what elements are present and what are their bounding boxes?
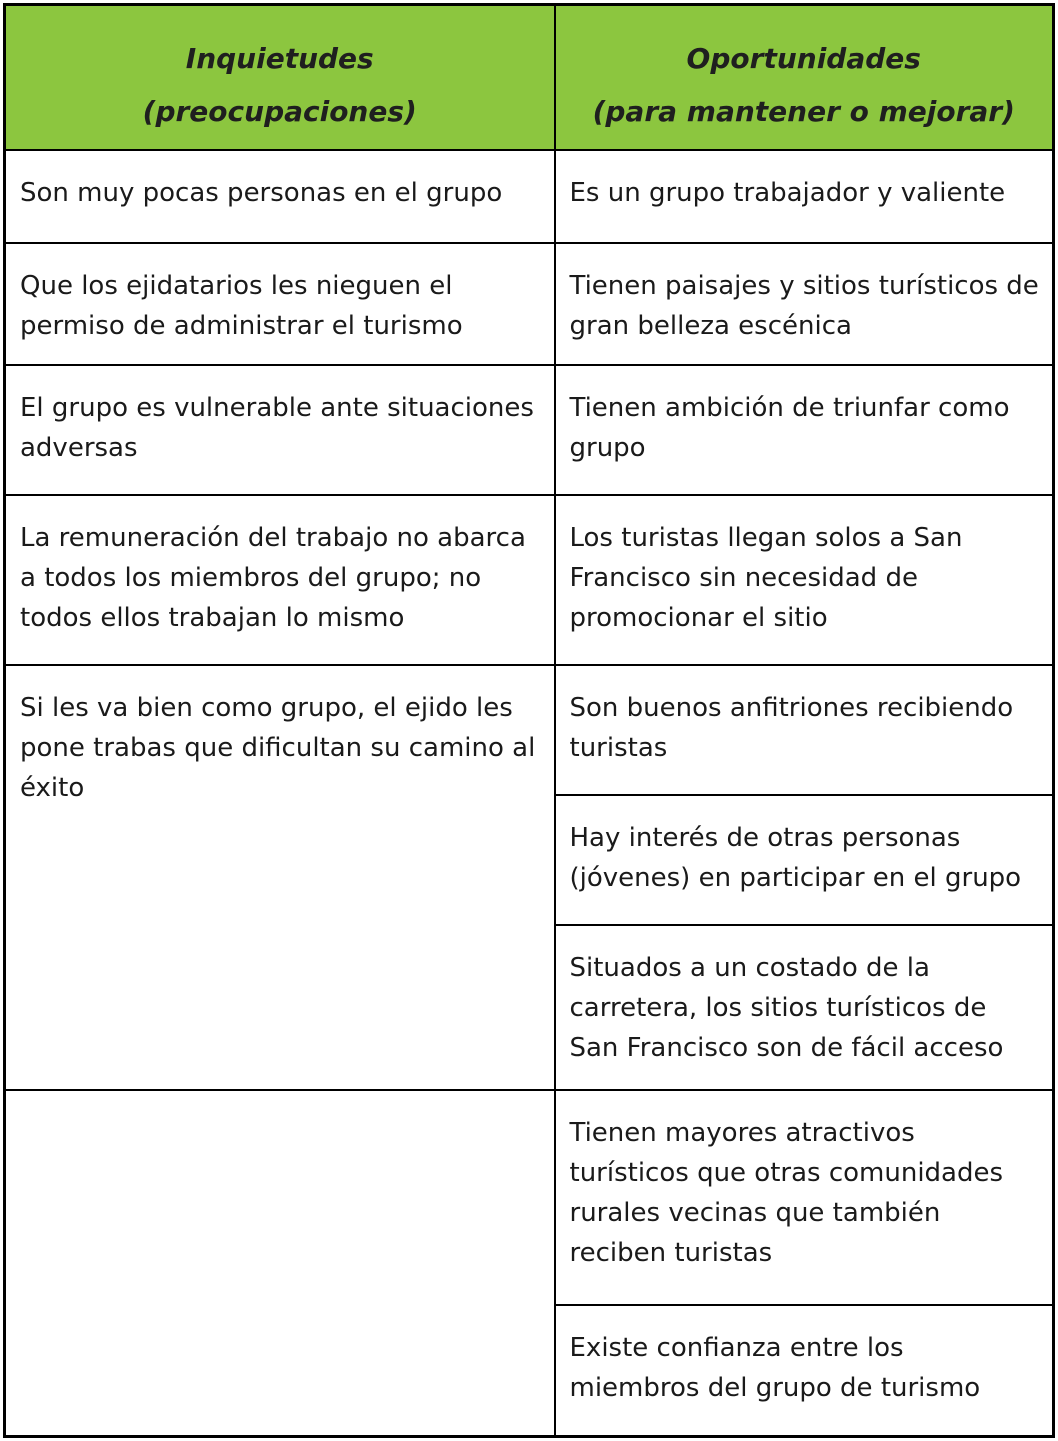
header-subtitle-inquietudes: (preocupaciones) [142,95,417,128]
oportunidad-cell: Tienen paisajes y sitios turísticos de gran belleza escénica [555,243,1054,365]
oportunidad-cell: Son buenos anfitriones recibiendo turistas [555,665,1054,795]
header-cell-inquietudes [5,5,555,150]
oportunidad-cell: Existe confianza entre los miembros del grupo de turismo [555,1305,1054,1437]
oportunidad-cell: Tienen mayores atractivos turísticos que otras comunidades rurales vecinas que también reciben turistas [555,1090,1054,1305]
oportunidad-cell: Hay interés de otras personas (jóvenes) en participar en el grupo [555,795,1054,925]
header-cell-oportunidades [555,5,1054,150]
table-row [5,665,1054,795]
table-row [5,150,1054,243]
inquietud-cell: El grupo es vulnerable ante situaciones adversas [5,365,555,495]
inquietud-cell: Son muy pocas personas en el grupo [5,150,555,243]
oportunidad-cell: Los turistas llegan solos a San Francisco sin necesidad de promocionar el sitio [555,495,1054,665]
inquietud-cell: Si les va bien como grupo, el ejido les pone trabas que dificultan su camino al éxito [5,665,555,1090]
table-row [5,243,1054,365]
table-row [5,1090,1054,1305]
oportunidad-cell: Situados a un costado de la carretera, los sitios turísticos de San Francisco son de fácil acceso [555,925,1054,1090]
header-title-inquietudes: Inquietudes [185,42,374,75]
swot-table [3,3,1055,1438]
header-title-oportunidades: Oportunidades [686,42,921,75]
inquietud-cell: La remuneración del trabajo no abarca a todos los miembros del grupo; no todos ellos trabajan lo mismo [5,495,555,665]
empty-inquietud-cell [5,1090,555,1437]
inquietud-cell: Que los ejidatarios les nieguen el permiso de administrar el turismo [5,243,555,365]
table-row [5,495,1054,665]
table-row [5,365,1054,495]
header-subtitle-oportunidades: (para mantener o mejorar) [592,95,1015,128]
header-row [5,5,1054,150]
oportunidad-cell: Tienen ambición de triunfar como grupo [555,365,1054,495]
oportunidad-cell: Es un grupo trabajador y valiente [555,150,1054,243]
